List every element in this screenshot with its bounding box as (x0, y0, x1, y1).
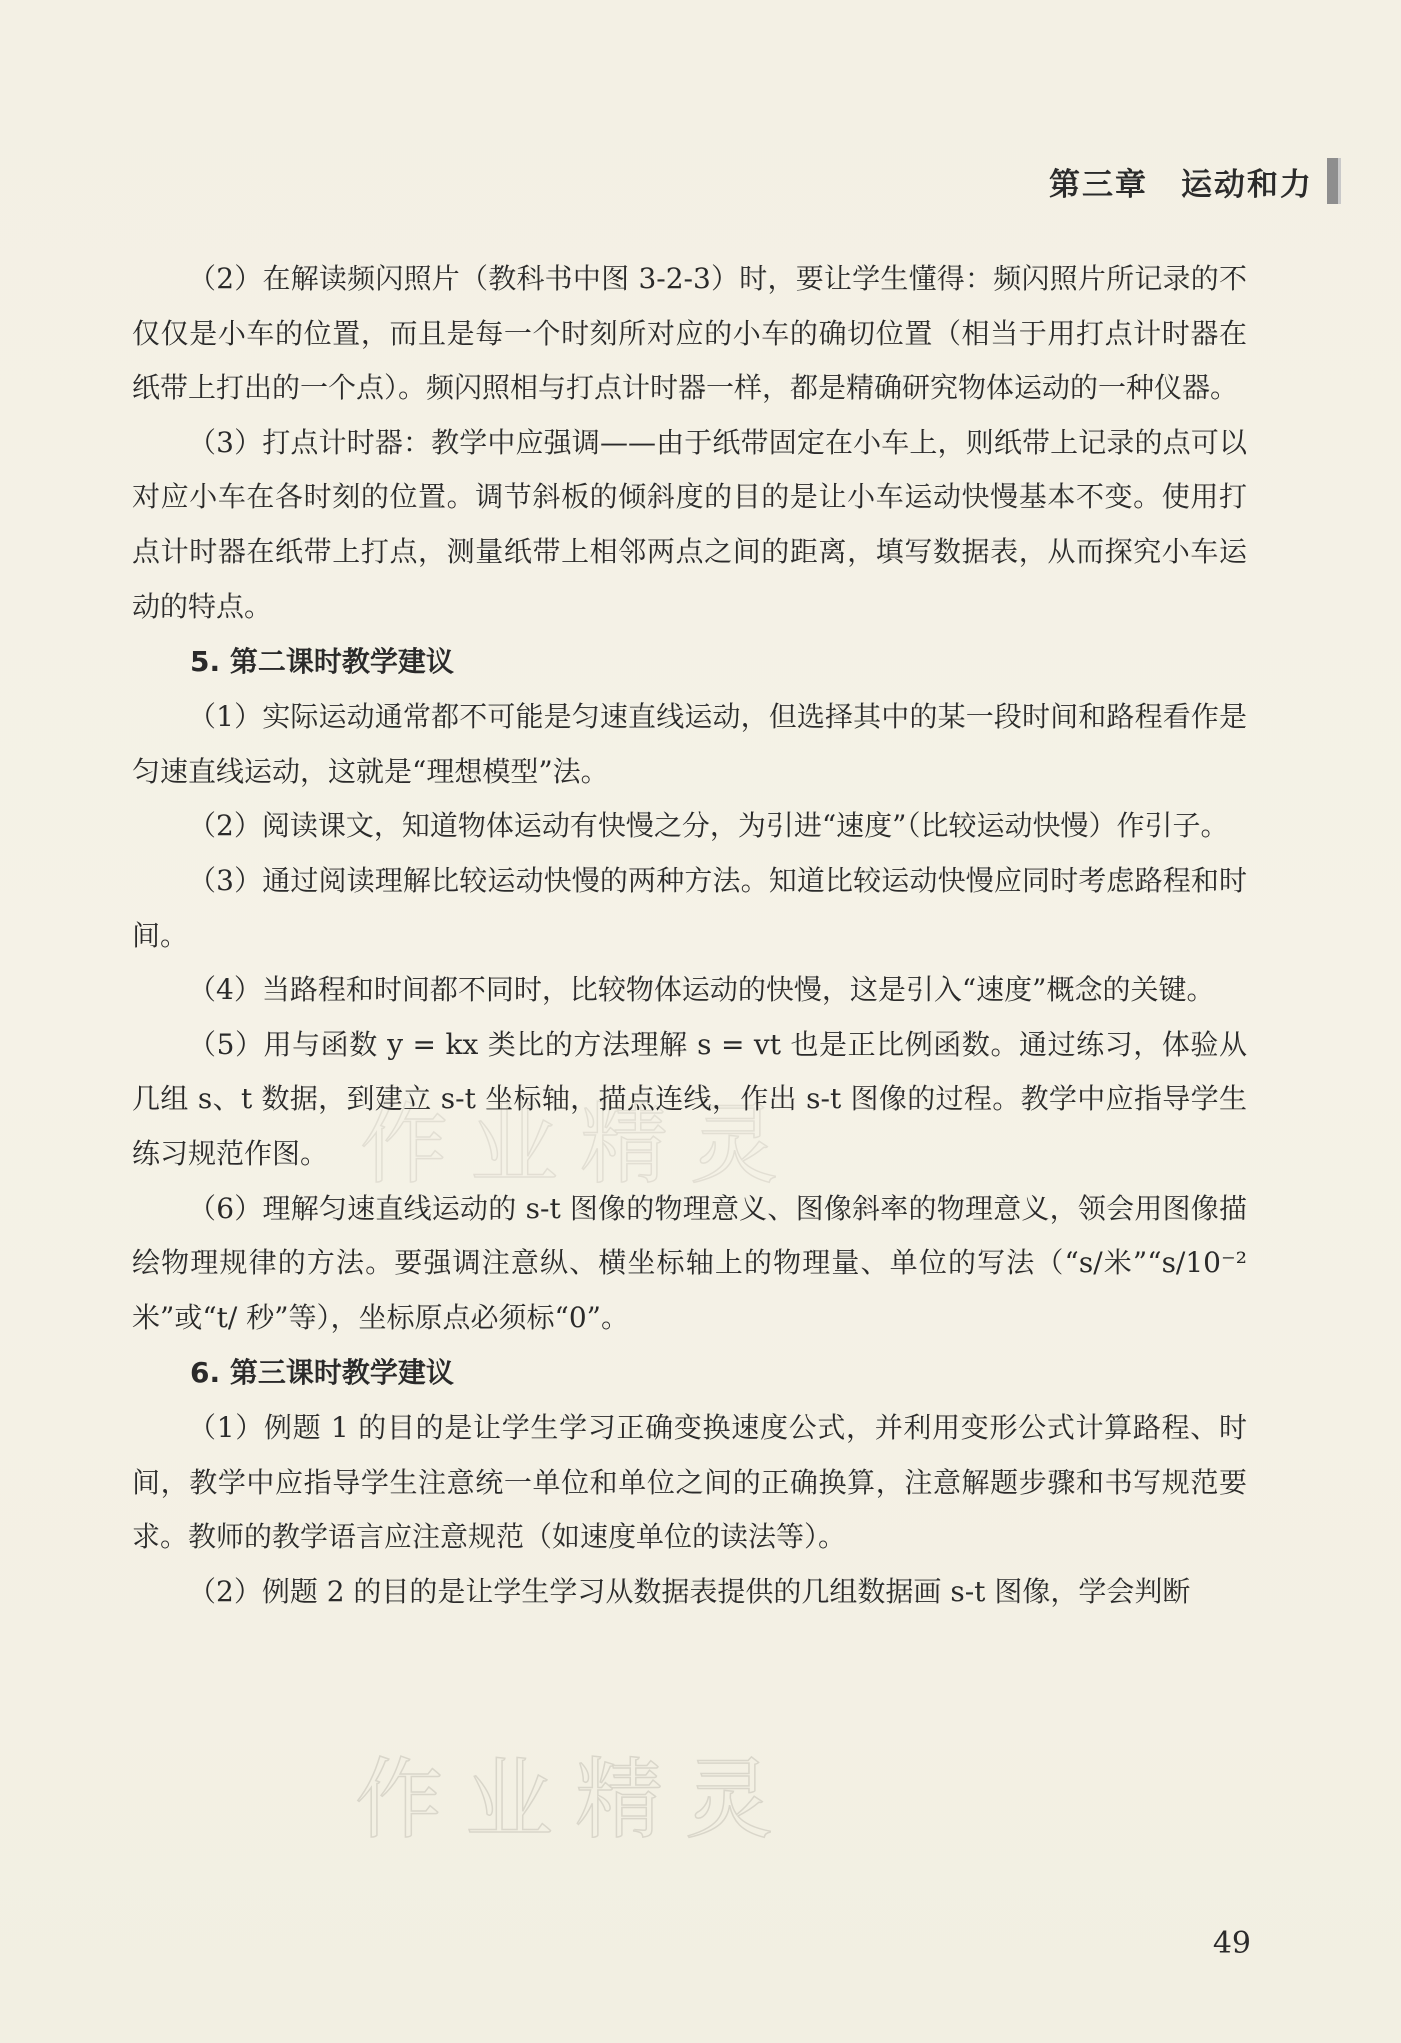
paragraph: （2）例题 2 的目的是让学生学习从数据表提供的几组数据画 s-t 图像，学会判断 (188, 1575, 1191, 1609)
watermark: 作业精灵 (355, 1748, 796, 1851)
paragraph: （5）用与函数 y = kx 类比的方法理解 s = vt 也是正比例函数。通过练习，体验从几组 s、t 数据，到建立 s-t 坐标轴，描点连线，作出 s-t 图像的过程。教学中应指导学生练习规范作图。 (132, 1027, 1247, 1170)
watermark-mid: 作业精灵 (360, 1093, 801, 1196)
paragraph: （2）阅读课文，知道物体运动有快慢之分，为引进“速度”（比较运动快慢）作引子。 (188, 809, 1229, 843)
running-header (1049, 158, 1341, 204)
page-number: 49 (1212, 1926, 1251, 1961)
section-heading: 5. 第二课时教学建议 (190, 645, 454, 679)
paragraph: （1）实际运动通常都不可能是匀速直线运动，但选择其中的某一段时间和路程看作是匀速直线运动，这就是“理想模型”法。 (132, 700, 1247, 788)
header-bar (1327, 158, 1341, 204)
section-heading: 6. 第三课时教学建议 (190, 1356, 454, 1390)
paragraph: （3）通过阅读理解比较运动快慢的两种方法。知道比较运动快慢应同时考虑路程和时间。 (132, 863, 1247, 952)
paragraph: （1）例题 1 的目的是让学生学习正确变换速度公式，并利用变形公式计算路程、时间，教学中应指导学生注意统一单位和单位之间的正确换算，注意解题步骤和书写规范要求。教师的教学语言应注意规范（如速度单位的读法等）。 (132, 1411, 1247, 1554)
paragraph: （6）理解匀速直线运动的 s-t 图像的物理意义、图像斜率的物理意义，领会用图像描绘物理规律的方法。要强调注意纵、横坐标轴上的物理量、单位的写法（“s/米”“s/10⁻² 米”或“t/ 秒”等），坐标原点必须标“0”。 (132, 1191, 1247, 1334)
paragraph: （4）当路程和时间都不同时，比较物体运动的快慢，这是引入“速度”概念的关键。 (188, 973, 1215, 1007)
body-text (132, 252, 1247, 1620)
paragraph: （3）打点计时器：教学中应强调——由于纸带固定在小车上，则纸带上记录的点可以对应小车在各时刻的位置。调节斜板的倾斜度的目的是让小车运动快慢基本不变。使用打点计时器在纸带上打点，测量纸带上相邻两点之间的距离，填写数据表，从而探究小车运动的特点。 (132, 425, 1247, 623)
chapter-title: 第三章 运动和力 (1049, 166, 1313, 203)
paragraph: （2）在解读频闪照片（教科书中图 3-2-3）时，要让学生懂得：频闪照片所记录的不仅仅是小车的位置，而且是每一个时刻所对应的小车的确切位置（相当于用打点计时器在纸带上打出的一个点）。频闪照相与打点计时器一样，都是精确研究物体运动的一种仪器。 (132, 262, 1247, 405)
